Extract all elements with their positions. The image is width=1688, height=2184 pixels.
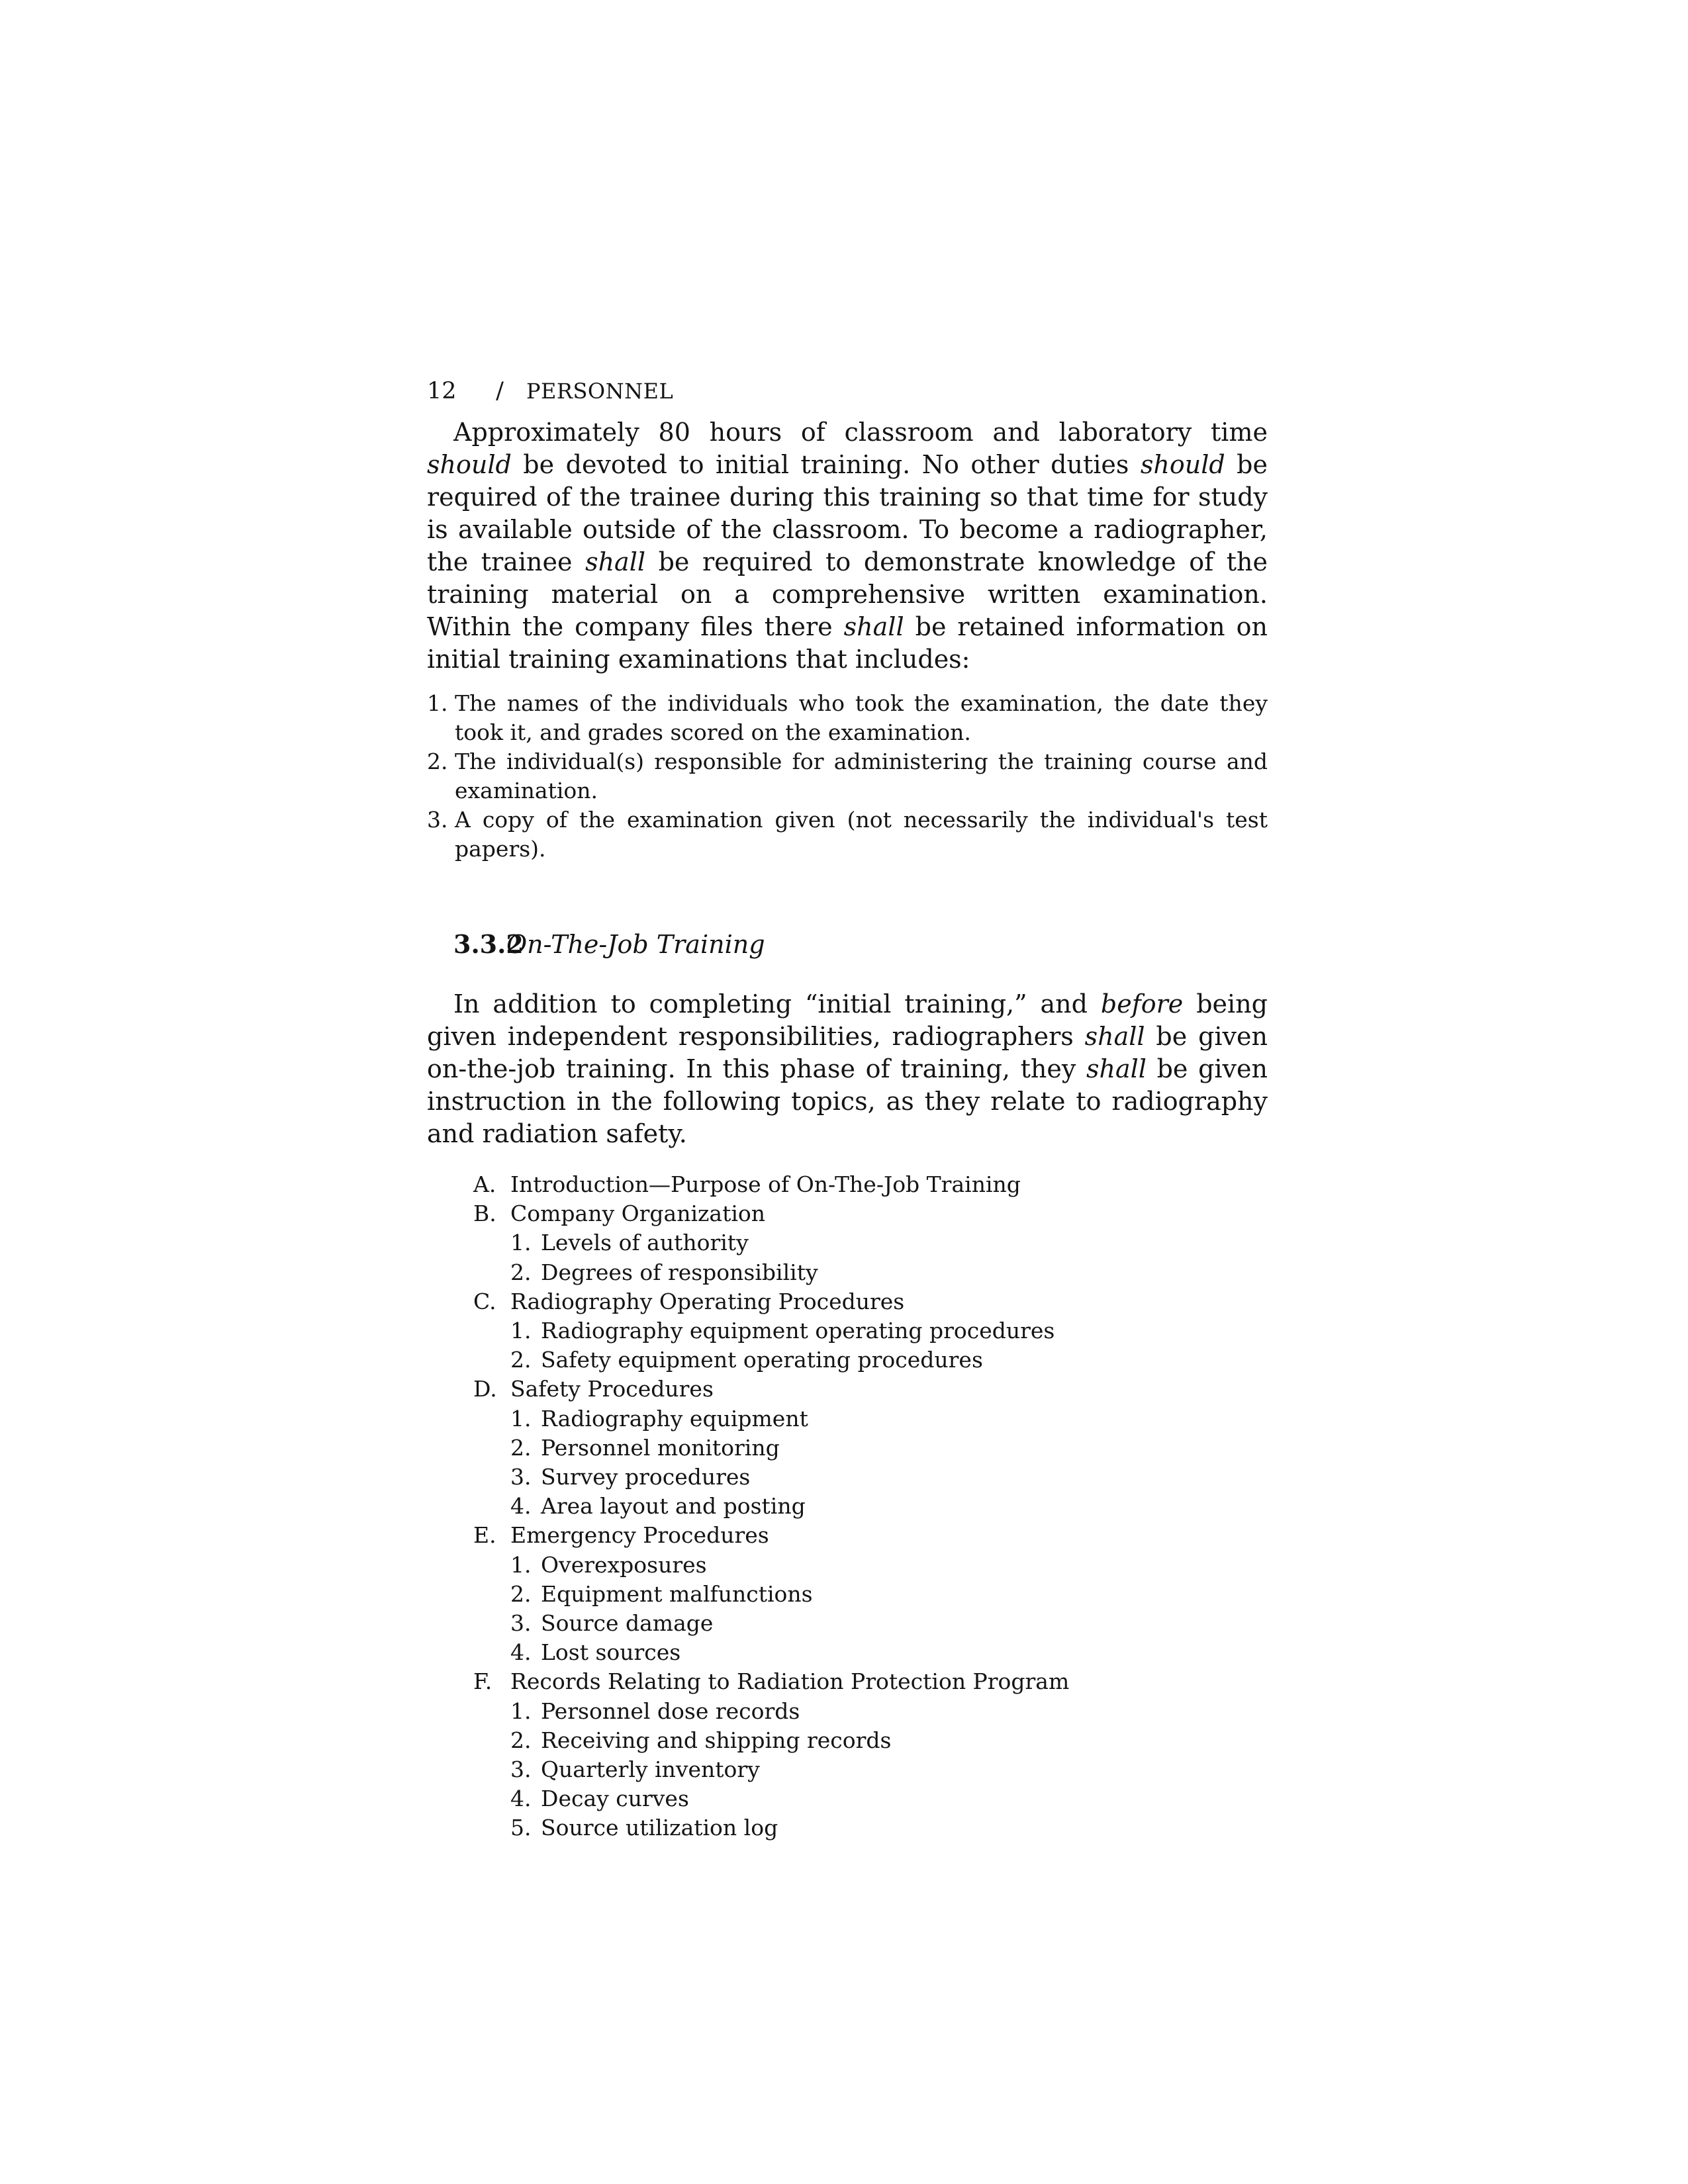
page-number: 12: [427, 378, 457, 404]
outline-subtopic: [473, 1345, 1268, 1375]
topic-letter: A.: [473, 1171, 496, 1197]
outline-subtopic: [473, 1316, 1268, 1345]
outline-topic: [473, 1170, 1268, 1199]
subtopic-number: 3.: [510, 1756, 532, 1783]
section-number: 3.3.2: [453, 929, 524, 959]
subtopic-number: 1.: [510, 1318, 532, 1344]
subtopic-number: 2.: [510, 1727, 532, 1753]
topic-text: Radiography Operating Procedures: [510, 1288, 905, 1314]
subtopic-text: Personnel monitoring: [541, 1434, 780, 1461]
subtopic-text: Decay curves: [541, 1786, 689, 1812]
topic-letter: B.: [473, 1201, 496, 1227]
initial-training-paragraph: [427, 416, 1268, 676]
outline-topic: [473, 1287, 1268, 1316]
text-run: be devoted to initial training. No other duties: [511, 450, 1141, 479]
document-page: [427, 374, 1268, 1843]
outline-subtopic: [473, 1492, 1268, 1521]
topic-text: Records Relating to Radiation Protection Program: [510, 1668, 1070, 1695]
outline-subtopic: [473, 1609, 1268, 1638]
emphasis: should: [1140, 450, 1225, 479]
outline-subtopic: [473, 1784, 1268, 1813]
subtopic-number: 1.: [510, 1230, 532, 1256]
list-item: [427, 747, 1268, 805]
outline-subtopic: [473, 1228, 1268, 1257]
subtopic-number: 2.: [510, 1259, 532, 1285]
text-run: In addition to completing “initial training,” and: [453, 989, 1101, 1019]
outline-subtopic: [473, 1258, 1268, 1287]
text-run: be given on-the-job training. In this phase of training, they: [427, 1022, 1268, 1083]
outline-subtopic: [473, 1697, 1268, 1726]
examination-info-list: [427, 689, 1268, 864]
list-number: 1.: [427, 690, 448, 716]
subtopic-text: Quarterly inventory: [541, 1756, 760, 1783]
list-number: 3.: [427, 807, 448, 833]
subtopic-text: Radiography equipment operating procedures: [541, 1318, 1055, 1344]
subtopic-text: Source damage: [541, 1610, 714, 1637]
list-item: [427, 805, 1268, 864]
emphasis: shall: [585, 547, 646, 576]
emphasis: shall: [1084, 1022, 1145, 1051]
running-header: [427, 374, 1268, 408]
topic-letter: E.: [473, 1522, 496, 1549]
outline-subtopic: [473, 1580, 1268, 1609]
outline-subtopic: [473, 1813, 1268, 1843]
list-text: The individual(s) responsible for administering the training course and examination.: [455, 749, 1268, 803]
list-text: The names of the individuals who took the examination, the date they took it, and grades scored on the examination.: [455, 690, 1268, 745]
header-separator: /: [496, 378, 504, 404]
list-number: 2.: [427, 749, 448, 774]
text-run: be given instruction in the following topics, as they relate to radiography and radiation safety.: [427, 1054, 1268, 1148]
emphasis: before: [1100, 989, 1184, 1019]
subtopic-number: 4.: [510, 1786, 532, 1812]
emphasis: shall: [843, 612, 904, 641]
list-item: [427, 689, 1268, 747]
topic-text: Company Organization: [510, 1201, 766, 1227]
subtopic-number: 2.: [510, 1580, 532, 1607]
subtopic-text: Overexposures: [541, 1551, 707, 1578]
subtopic-number: 1.: [510, 1698, 532, 1724]
subtopic-number: 3.: [510, 1464, 532, 1490]
subtopic-text: Personnel dose records: [541, 1698, 800, 1724]
topic-text: Introduction—Purpose of On-The-Job Training: [510, 1171, 1021, 1197]
subtopic-text: Survey procedures: [541, 1464, 751, 1490]
section-heading: [427, 927, 1268, 962]
subtopic-number: 4.: [510, 1639, 532, 1666]
subtopic-text: Area layout and posting: [541, 1493, 806, 1520]
subtopic-text: Radiography equipment: [541, 1405, 808, 1432]
topic-letter: F.: [473, 1668, 492, 1695]
subtopic-number: 5.: [510, 1815, 532, 1841]
topic-letter: C.: [473, 1288, 496, 1314]
list-text: A copy of the examination given (not necessarily the individual's test papers).: [455, 807, 1268, 862]
outline-subtopic: [473, 1463, 1268, 1492]
emphasis: shall: [1086, 1054, 1147, 1083]
outline-subtopic: [473, 1726, 1268, 1755]
outline-subtopic: [473, 1433, 1268, 1463]
subtopic-text: Equipment malfunctions: [541, 1580, 813, 1607]
subtopic-number: 3.: [510, 1610, 532, 1637]
outline-subtopic: [473, 1404, 1268, 1433]
text-run: Approximately 80 hours of classroom and laboratory time: [453, 418, 1268, 447]
outline-topic: [473, 1521, 1268, 1550]
subtopic-number: 2.: [510, 1434, 532, 1461]
text-run: be required of the trainee during this training so that time for study is available outside of the classroom. To become a radiographer, the trainee: [427, 450, 1268, 576]
topic-text: Safety Procedures: [510, 1376, 714, 1402]
outline-subtopic: [473, 1551, 1268, 1580]
outline-topic: [473, 1375, 1268, 1404]
subtopic-text: Safety equipment operating procedures: [541, 1347, 983, 1373]
subtopic-text: Lost sources: [541, 1639, 681, 1666]
outline-subtopic: [473, 1755, 1268, 1784]
topic-letter: D.: [473, 1376, 497, 1402]
text-run: be retained information on initial training examinations that includes:: [427, 612, 1268, 674]
subtopic-text: Source utilization log: [541, 1815, 778, 1841]
outline-topic: [473, 1199, 1268, 1228]
outline-subtopic: [473, 1638, 1268, 1667]
outline-topic: [473, 1667, 1268, 1696]
text-run: be required to demonstrate knowledge of the training material on a comprehensive written examination. Within the company files there: [427, 547, 1268, 641]
section-title: On-The-Job Training: [506, 930, 765, 959]
subtopic-text: Degrees of responsibility: [541, 1259, 818, 1285]
text-run: being given independent responsibilities, radiographers: [427, 989, 1268, 1051]
emphasis: should: [427, 450, 512, 479]
subtopic-number: 2.: [510, 1347, 532, 1373]
running-section-title: PERSONNEL: [526, 379, 674, 404]
subtopic-number: 1.: [510, 1405, 532, 1432]
subtopic-text: Receiving and shipping records: [541, 1727, 892, 1753]
training-topics-outline: [473, 1170, 1268, 1843]
subtopic-number: 4.: [510, 1493, 532, 1520]
subtopic-text: Levels of authority: [541, 1230, 749, 1256]
topic-text: Emergency Procedures: [510, 1522, 769, 1549]
subtopic-number: 1.: [510, 1551, 532, 1578]
on-the-job-paragraph: [427, 988, 1268, 1150]
